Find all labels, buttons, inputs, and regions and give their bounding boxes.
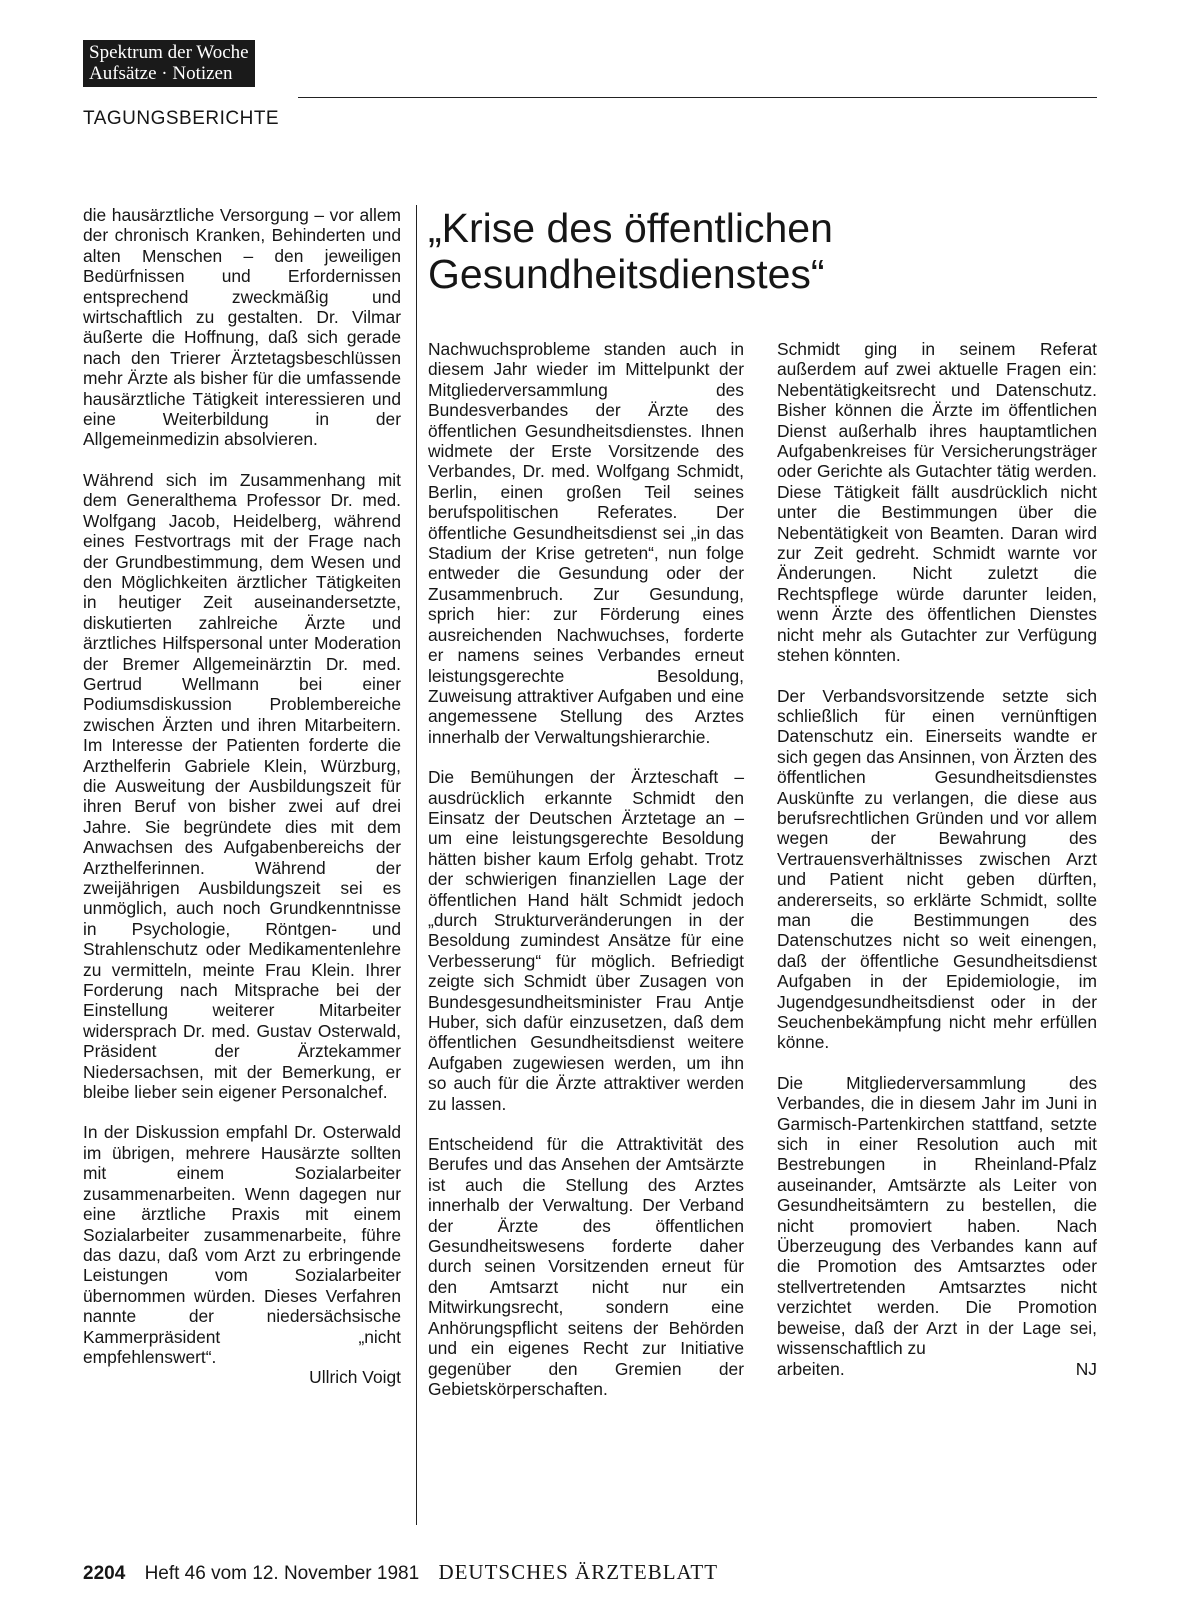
column-3-paragraph-1: Schmidt ging in seinem Referat außerdem auf zwei aktuelle Fragen ein: Nebentätigkeitsrecht und Datenschutz. Bisher können die Ärzte im öffentlichen Dienst außerhalb ihres hauptamtlichen Aufgabenkreises für Versicherungsträger oder Gerichte als Gutachter tätig werden. Diese Tätigkeit fällt ausdrücklich nicht unter die Bestimmungen über die Nebentätigkeit von Beamten. Daran wird zur Zeit gedreht. Schmidt warnte vor Änderungen. Nicht zuletzt die Rechtspflege würde darunter leiden, wenn Ärzte des öffentlichen Dienstes nicht mehr als Gutachter zur Verfügung stehen könnten. (777, 339, 1097, 666)
section-header-box (83, 40, 255, 87)
column-divider (416, 205, 417, 1525)
article-signature-line (777, 1359, 1097, 1379)
column-3-paragraph-3-last-word: arbeiten. (777, 1358, 845, 1379)
header-rule (298, 97, 1097, 98)
author-signature: Ullrich Voigt (309, 1367, 401, 1388)
column-1-paragraph-1: die hausärztliche Versorgung – vor allem der chronisch Kranken, Behinderten und alten Menschen – den jeweiligen Bedürfnissen und Erfordernissen entsprechend zweckmäßig und wirtschaftlich zu gestalten. Dr. Vilmar äußerte die Hoffnung, daß sich gerade nach den Trierer Ärztetagsbeschlüssen mehr Ärzte als bisher für die umfassende hausärztliche Tätigkeit interessieren und eine Weiterbildung in der Allgemeinmedizin absolvieren. (83, 205, 401, 450)
column-3 (777, 339, 1097, 1399)
column-2 (428, 339, 744, 1419)
column-1-paragraph-3 (83, 1122, 401, 1387)
column-3-paragraph-3 (777, 1073, 1097, 1379)
column-3-paragraph-2: Der Verbandsvorsitzende setzte sich schließlich für einen vernünftigen Datenschutz ein. Einerseits wandte er sich gegen das Ansinnen, von Ärzten des öffentlichen Gesundheitsdienstes Auskünfte zu verlangen, die diese aus berufsrechtlichen Gründen und vor allem wegen der Bewahrung des Vertrauensverhältnisses zwischen Arzt und Patient nicht geben dürften, andererseits, so erklärte Schmidt, sollte man die Bestimmungen des Datenschutzes nicht so weit einengen, daß der öffentliche Gesundheitsdienst Aufgaben in der Epidemiologie, im Jugendgesundheitsdienst oder in der Seuchenbekämpfung nicht mehr erfüllen könne. (777, 685, 1097, 1053)
page-footer (83, 1560, 718, 1585)
article-signature: NJ (1075, 1358, 1097, 1379)
journal-name: DEUTSCHES ÄRZTEBLATT (438, 1560, 719, 1584)
column-1 (83, 205, 401, 1408)
page-number: 2204 (83, 1563, 126, 1584)
header-line-2: Aufsätze · Notizen (89, 63, 233, 84)
author-signature-line (83, 1367, 401, 1387)
column-1-paragraph-3-text: In der Diskussion empfahl Dr. Osterwald im übrigen, mehrere Hausärzte sollten mit einem Sozialarbeiter zusammenarbeiten. Wenn dagegen nur eine ärztliche Praxis mit einem Sozialarbeiter zusammenarbeite, führe das dazu, daß vom Arzt zu erbringende Leistungen vom Sozialarbeiter übernommen würden. Dieses Verfahren nannte der niedersächsische Kammerpräsident „nicht empfehlenswert“. (83, 1122, 401, 1367)
article-title: „Krise des öffentlichen Gesundheitsdienstes“ (428, 205, 833, 297)
section-label: TAGUNGSBERICHTE (83, 108, 280, 129)
column-2-paragraph-3: Entscheidend für die Attraktivität des Berufes und das Ansehen der Amtsärzte ist auch die Stellung des Arztes innerhalb der Verwaltung. Der Verband der Ärzte des öffentlichen Gesundheitswesens forderte daher durch seinen Vorsitzenden erneut für den Amtsarzt nicht nur ein Mitwirkungsrecht, sondern eine Anhörungspflicht seitens der Behörden und ein eigenes Recht zur Initiative gegenüber den Gremien der Gebietskörperschaften. (428, 1134, 744, 1399)
column-2-paragraph-2: Die Bemühungen der Ärzteschaft – ausdrücklich erkannte Schmidt den Einsatz der Deutschen Ärztetage an – um eine leistungsgerechte Besoldung hätten bisher kaum Erfolg gehabt. Trotz der schwierigen finanziellen Lage der öffentlichen Hand hält Schmidt jedoch „durch Strukturveränderungen in der Besoldung zumindest Ansätze für eine Verbesserung“ für möglich. Befriedigt zeigte sich Schmidt über Zusagen von Bundesgesundheitsminister Frau Antje Huber, sich dafür einzusetzen, daß dem öffentlichen Gesundheitsdienst weitere Aufgaben zugewiesen werden, um ihn so auch für die Ärzte attraktiver werden zu lassen. (428, 767, 744, 1114)
column-2-paragraph-1: Nachwuchsprobleme standen auch in diesem Jahr wieder im Mittelpunkt der Mitgliederversammlung des Bundesverbandes der Ärzte des öffentlichen Gesundheitsdienstes. Ihnen widmete der Erste Vorsitzende des Verbandes, Dr. med. Wolfgang Schmidt, Berlin, einen großen Teil seines berufspolitischen Referates. Der öffentliche Gesundheitsdienst sei „in das Stadium der Krise getreten“, nun folge entweder die Gesundung oder der Zusammenbruch. Zur Gesundung, sprich hier: zur Förderung eines ausreichenden Nachwuchses, forderte er namens seines Verbandes erneut leistungsgerechte Besoldung, Zuweisung attraktiver Aufgaben und eine angemessene Stellung des Arztes innerhalb der Verwaltungshierarchie. (428, 339, 744, 747)
column-3-paragraph-3-text: Die Mitgliederversammlung des Verbandes, die in diesem Jahr im Juni in Garmisch-Partenkirchen stattfand, setzte sich in einer Resolution auch mit Bestrebungen in Rheinland-Pfalz auseinander, Amtsärzte als Leiter von Gesundheitsämtern zu bestellen, die nicht promoviert haben. Nach Überzeugung des Verbandes kann auf die Promotion des Amtsarztes oder stellvertretenden Amtsarztes nicht verzichtet werden. Die Promotion beweise, daß der Arzt in der Lage sei, wissenschaftlich zu (777, 1072, 1097, 1359)
issue-info: Heft 46 vom 12. November 1981 (144, 1563, 420, 1584)
header-line-1: Spektrum der Woche (89, 42, 249, 63)
column-1-paragraph-2: Während sich im Zusammenhang mit dem Generalthema Professor Dr. med. Wolfgang Jacob, Heidelberg, während eines Festvortrags mit der Frage nach der Grundbestimmung, dem Wesen und den Möglichkeiten ärztlicher Tätigkeiten in heutiger Zeit auseinandersetzte, diskutierten zahlreiche Ärzte und ärztliches Hilfspersonal unter Moderation der Bremer Allgemeinärztin Dr. med. Gertrud Wellmann bei einer Podiumsdiskussion Problembereiche zwischen Ärzten und ihren Mitarbeitern. Im Interesse der Patienten forderte die Arzthelferin Gabriele Klein, Würzburg, die Ausweitung der Ausbildungszeit für ihren Beruf von bisher zwei auf drei Jahre. Sie begründete dies mit dem Anwachsen des Aufgabenbereichs der Arzthelferinnen. Während der zweijährigen Ausbildungszeit sei es unmöglich, auch noch Grundkenntnisse in Psychologie, Röntgen- und Strahlenschutz oder Medikamentenlehre zu vermitteln, meinte Frau Klein. Ihrer Forderung nach Mitsprache bei der Einstellung weiterer Mitarbeiter widersprach Dr. med. Gustav Osterwald, Präsident der Ärztekammer Niedersachsen, mit der Bemerkung, er bleibe lieber sein eigener Personalchef. (83, 469, 401, 1103)
